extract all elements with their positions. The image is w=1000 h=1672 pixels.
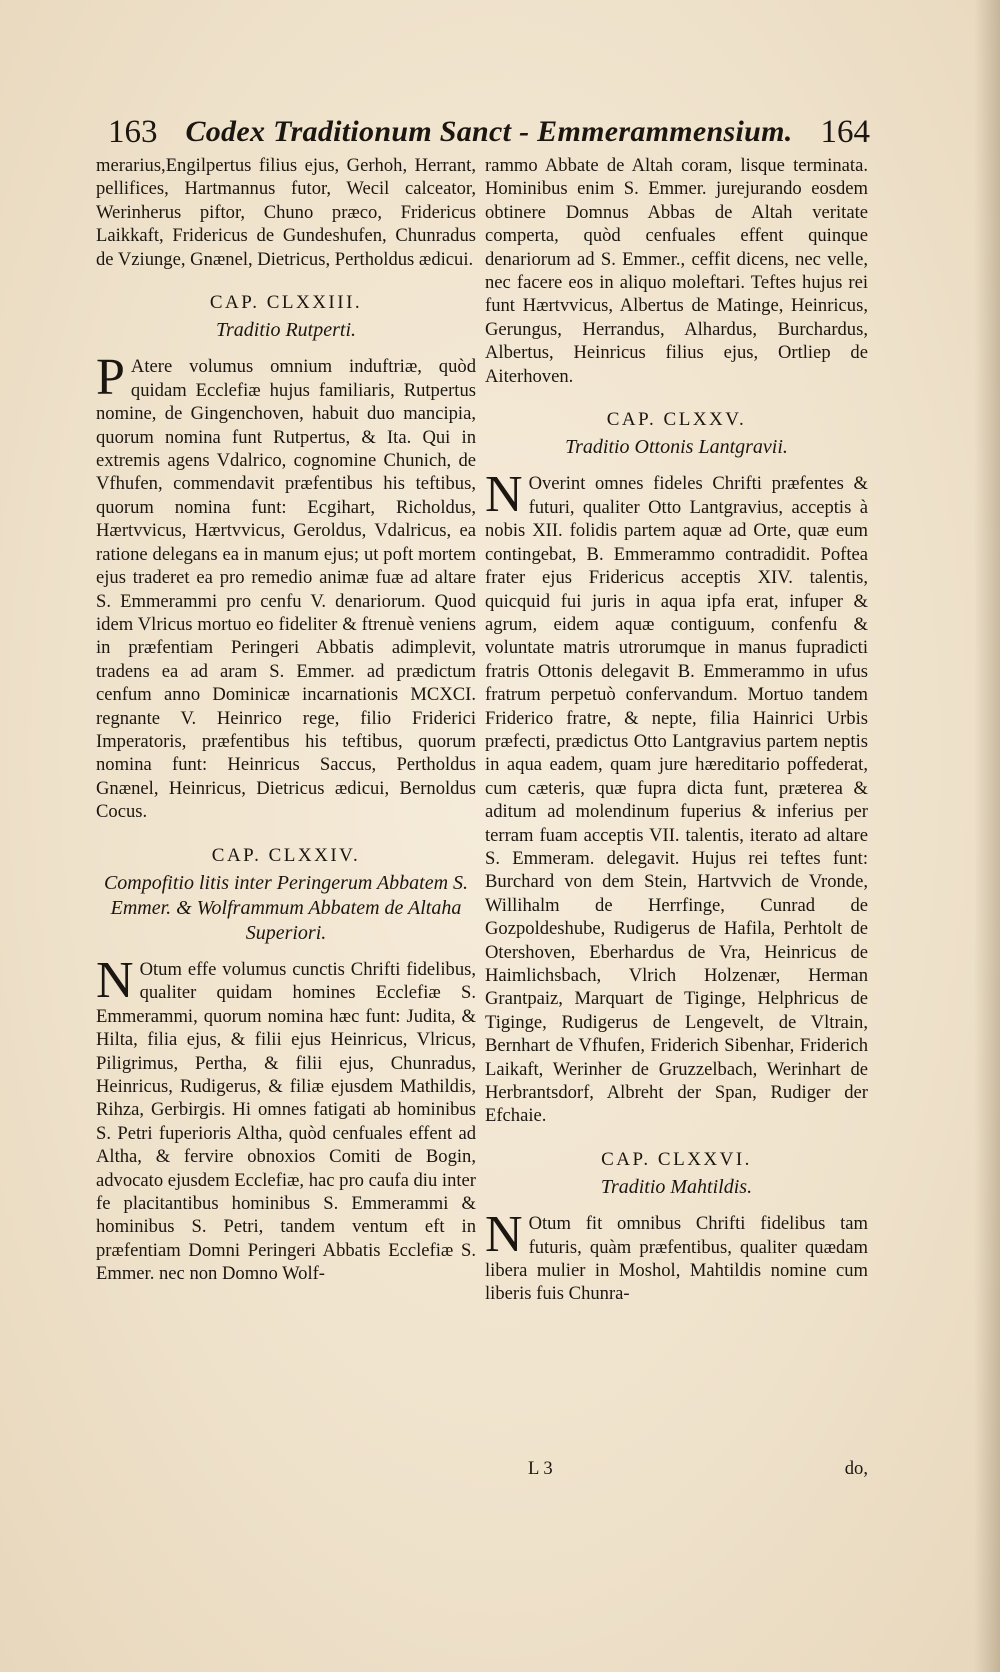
left-column xyxy=(96,154,476,1286)
page-number-left: 163 xyxy=(108,114,158,150)
drop-cap: N xyxy=(485,1206,523,1264)
right-intro-text: rammo Abbate de Altah coram, lisque terminata. Hominibus enim S. Emmer. jurejurando eosdem obtinere Domnus Abbas de Altah veritate comperta, quòd cenfuales effent quinque denariorum ad S. Emmer., ceffit dicens, nec velle, nec facere eos in aliquo moleftari. Teftes hujus rei funt Hærtvvicus, Albertus de Matinge, Heinricus, Gerungus, Herrandus, Alhardus, Burchardus, Albertus, Heinricus filius ejus, Ortliep de Aiterhoven. xyxy=(485,155,868,387)
running-title: Codex Traditionum Sanct - Emmerammensium. xyxy=(185,115,793,148)
chapter-text-173: Atere volumus omnium induftriæ, quòd quidam Ecclefiæ hujus familiaris, Rutpertus nomine, de Gingenchoven, habuit duo mancipia, quorum nomina funt Rutpertus, & Ita. Qui in extremis agens Vdalrico, cognomine Chunich, de Vfhufen, commendavit præfentibus his teftibus, quorum nomina funt: Ecgihart, Richoldus, Hærtvvicus, Hærtvvicus, Geroldus, Vdalricus, ea ratione delegans ea in manum ejus; ut poft mortem ejus traderet ea pro remedio animæ fuæ ad altare S. Emmerammi pro cenfu V. denariorum. Quod idem Vlricus mortuo eo fideliter & ftrenuè veniens in præfentiam Peringeri Abbatis adimplevit, tradens ea ad aram S. Emmer. ad prædictum cenfum anno Dominicæ incarnationis MCXCI. regnante V. Heinrico rege, filio Friderici Imperatoris, præfentibus his teftibus, quorum nomina funt: Heinricus Saccus, Pertholdus Gnænel, Heinricus, Dietricus ædicui, Bernoldus Cocus. xyxy=(96,356,476,823)
page-edge-shadow xyxy=(974,0,1000,1672)
drop-cap: N xyxy=(485,466,523,524)
chapter-subtitle-174: Compofitio litis inter Peringerum Abbatem S. Emmer. & Wolframmum Abbatem de Altaha Superiori. xyxy=(103,871,469,944)
chapter-heading-173: CAP. CLXXIII. xyxy=(209,292,363,314)
catchword: do, xyxy=(844,1458,868,1479)
chapter-body-176 xyxy=(485,1206,868,1306)
signature-mark: L 3 xyxy=(528,1458,553,1479)
drop-cap: P xyxy=(96,349,125,407)
drop-cap: N xyxy=(96,951,134,1009)
chapter-heading-176: CAP. CLXXVI. xyxy=(601,1148,752,1170)
page-number-right: 164 xyxy=(820,114,870,150)
chapter-body-175 xyxy=(485,466,868,1127)
chapter-subtitle-176: Traditio Mahtildis. xyxy=(600,1176,753,1199)
chapter-subtitle-175: Traditio Ottonis Lantgravii. xyxy=(565,436,788,459)
chapter-text-176: Otum fit omnibus Chrifti fidelibus tam futuris, quàm præfentibus, qualiter quædam libera mulier in Moshol, Mahtildis nomine cum liberis fuis Chunra- xyxy=(485,1213,868,1305)
chapter-subtitle-173: Traditio Rutperti. xyxy=(215,319,357,342)
left-intro-text: merarius,Engilpertus filius ejus, Gerhoh, Herrant, pellifices, Hartmannus futor, Wecil calceator, Werinherus piftor, Chuno præco, Fridericus Laikkaft, Fridericus de Gundeshufen, Chunradus de Vziunge, Gnænel, Dietricus, Pertholdus ædicui. xyxy=(96,155,476,270)
chapter-text-174: Otum effe volumus cunctis Chrifti fidelibus, qualiter quidam homines Ecclefiæ S. Emmerammi, quorum nomina hæc funt: Judita, & Hilta, filia ejus, & filii ejus Heinricus, Vlricus, Piligrimus, Pertha, & filii ejus, Chunradus, Heinricus, Rudigerus, & filiæ ejusdem Mathildis, Rihza, Gerbirgis. Hi omnes fatigati ab hominibus S. Petri fuperioris Altha, quòd cenfuales effent ad Altha, & fervire obnoxios Comiti de Bogin, advocato ejusdem Ecclefiæ, hac pro caufa diu inter fe placitantibus hominibus S. Emmerammi & hominibus S. Petri, tandem ventum eft in præfentiam Domni Peringeri Abbatis Ecclefiæ S. Emmer. nec non Domno Wolf- xyxy=(96,958,476,1285)
right-column xyxy=(485,154,868,1306)
running-header xyxy=(108,112,870,152)
chapter-body-173 xyxy=(96,349,476,823)
chapter-heading-175: CAP. CLXXV. xyxy=(606,409,747,431)
chapter-text-175: Overint omnes fideles Chrifti præfentes & futuri, qualiter Otto Lantgravius, acceptis à nobis XII. folidis partem aquæ ad Orte, quæ eum contingebat, B. Emmerammo contradidit. Poftea frater ejus Fridericus acceptis XIV. talentis, quicquid fui juris in aqua ipfa erat, infuper & agrum, eidem aquæ contiguum, confenfu & voluntate matris utrorumque in manus fupradicti fratris Ottonis delegavit B. Emmerammo in ufus fratrum perpetuò confervandum. Mortuo tandem Friderico fratre, & nepte, filia Hainrici Urbis præfecti, prædictus Otto Lantgravius partem neptis in aqua eadem, quam jure hæreditario poffederat, cum cæteris, quæ fupra dicta funt, præterea & aditum ad molendinum fuperius & inferius per terram fuam acceptis VII. talentis, iterato ad altare S. Emmeram. delegavit. Hujus rei teftes funt: Burchard von dem Stein, Hartvvich de Vronde, Willihalm de Herrfinge, Cunrad de Gozpoldeshube, Rudigerus de Hafila, Perhtolt de Otershoven, Eberhardus de Vra, Heinricus de Haimlichsbach, Vlrich Holzenær, Herman Grantpaiz, Marquart de Tiginge, Helphricus de Tiginge, Rudigerus de Lengevelt, de Vltrain, Bernhart de Vfhufen, Friderich Sibenhar, Friderich Laikaft, Werinher de Gruzzelbach, Werinhart de Herbrantsdorf, Albreht der Span, Rudiger der Efchaie. xyxy=(485,473,868,1127)
chapter-heading-174: CAP. CLXXIV. xyxy=(211,844,361,866)
chapter-body-174 xyxy=(96,951,476,1286)
